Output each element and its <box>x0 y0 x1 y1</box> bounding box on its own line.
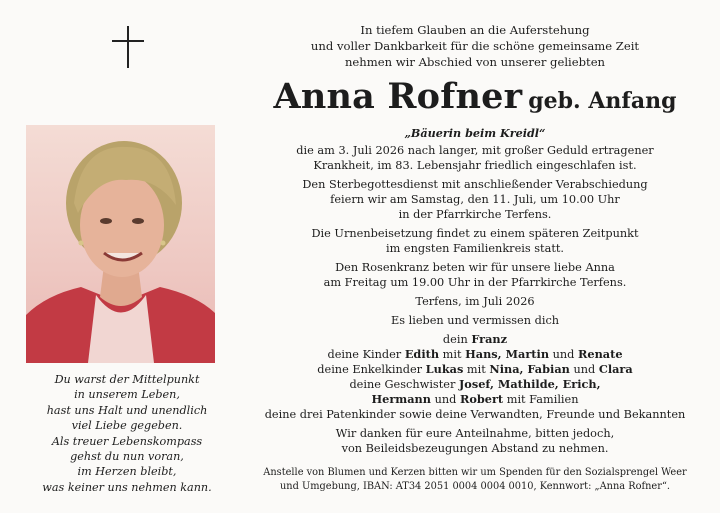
mourner-husband: dein Franz <box>442 332 508 346</box>
rosary-line: Den Rosenkranz beten wir für unsere liebe Anna <box>335 261 615 274</box>
mourner-siblings-cont: Hermann und Robert mit Familien <box>371 392 579 406</box>
death-line: die am 3. Juli 2026 nach langer, mit großer Geduld ertragener <box>296 144 654 157</box>
deceased-name: Anna Rofner <box>273 76 523 117</box>
donation-note <box>250 466 700 494</box>
poem-line: viel Liebe gegeben. <box>71 419 183 433</box>
donation-line: und Umgebung, IBAN: AT34 2051 0004 0004 0010, Kennwort: „Anna Rofner“. <box>279 481 671 492</box>
poem-line: Du warst der Mittelpunkt <box>54 373 200 386</box>
announcement-body <box>260 143 690 456</box>
thanks-line: Wir danken für eure Anteilnahme, bitten jedoch, <box>335 427 615 440</box>
memorial-poem <box>20 372 234 495</box>
place-date: Terfens, im Juli 2026 <box>415 295 535 308</box>
death-line: Krankheit, im 83. Lebensjahr friedlich eingeschlafen ist. <box>313 159 637 172</box>
love-line: Es lieben und vermissen dich <box>390 314 560 327</box>
intro-text <box>260 22 690 70</box>
birth-name: geb. Anfang <box>528 88 677 114</box>
urn-line: Die Urnenbeisetzung findet zu einem späteren Zeitpunkt <box>311 227 639 240</box>
poem-line: im Herzen bleibt, <box>77 465 177 479</box>
rosary-line: am Freitag um 19.00 Uhr in der Pfarrkirche Terfens. <box>323 276 627 289</box>
thanks-line: von Beileidsbezeugungen Abstand zu nehmen. <box>341 442 609 455</box>
mourner-grandchildren: deine Enkelkinder Lukas mit Nina, Fabian und Clara <box>317 362 633 376</box>
intro-line: nehmen wir Abschied von unserer geliebten <box>344 55 606 69</box>
poem-line: in unserem Leben, <box>74 388 180 402</box>
poem-line: was keiner uns nehmen kann. <box>42 480 212 494</box>
mourner-others: deine drei Patenkinder sowie deine Verwandten, Freunde und Bekannten <box>264 408 686 421</box>
deceased-name-heading <box>260 76 690 117</box>
portrait-photo <box>26 125 215 363</box>
intro-line: In tiefem Glauben an die Auferstehung <box>360 23 590 37</box>
urn-line: im engsten Familienkreis statt. <box>386 242 564 255</box>
poem-line: Als treuer Lebenskompass <box>51 434 203 448</box>
mourner-siblings: deine Geschwister Josef, Mathilde, Erich, <box>349 377 601 391</box>
donation-line: Anstelle von Blumen und Kerzen bitten wir um Spenden für den Sozialsprengel Weer <box>263 467 687 478</box>
poem-line: gehst du nun voran, <box>70 450 184 464</box>
cross-icon <box>112 26 144 68</box>
service-line: feiern wir am Samstag, den 11. Juli, um 10.00 Uhr <box>330 193 620 206</box>
intro-line: und voller Dankbarkeit für die schöne gemeinsame Zeit <box>310 39 640 53</box>
portrait-illustration <box>26 125 215 363</box>
service-line: Den Sterbegottesdienst mit anschließender Verabschiedung <box>302 178 648 191</box>
service-line: in der Pfarrkirche Terfens. <box>398 208 552 221</box>
mourner-children: deine Kinder Edith mit Hans, Martin und Renate <box>327 347 623 361</box>
nickname: „Bäuerin beim Kreidl“ <box>404 126 546 140</box>
poem-line: hast uns Halt und unendlich <box>46 403 208 417</box>
